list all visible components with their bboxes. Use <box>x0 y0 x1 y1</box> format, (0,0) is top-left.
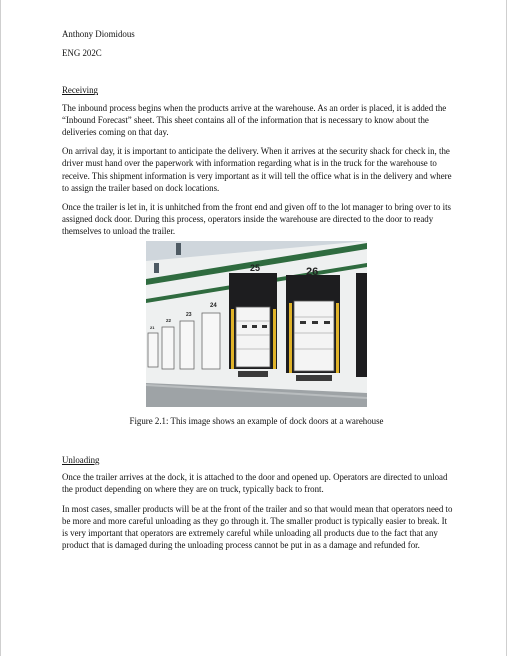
course-code: ENG 202C <box>62 48 102 59</box>
unloading-paragraph-2: In most cases, smaller products will be at the front of the trailer and so that would mean that operators need to be more and more careful unloading as they go through it. The smaller product is typically easier to break. It is very important that operators are extremely careful while unloading all products due to the fact that any product that is damaged during the unloading process cannot be put in as a damage and refunded for. <box>62 503 453 551</box>
door-number-21: 21 <box>150 325 155 330</box>
document-body <box>62 28 454 245</box>
door-number-24: 24 <box>210 303 217 309</box>
figure-caption: Figure 2.1: This image shows an example of dock doors at a warehouse <box>129 416 384 426</box>
author-name: Anthony Diomidous <box>62 29 135 39</box>
section-heading-receiving: Receiving <box>62 85 98 96</box>
section-heading-unloading: Unloading <box>62 455 100 465</box>
unloading-paragraph-1: Once the trailer arrives at the dock, it is attached to the door and opened up. Operators are directed to unload the product depending on where they are on truck, typically back to front. <box>62 472 448 495</box>
door-number-23: 23 <box>186 312 192 318</box>
receiving-paragraph-2: On arrival day, it is important to anticipate the delivery. When it arrives at the security shack for check in, the driver must hand over the paperwork with information regarding what is in the truck for the warehouse to receive. This shipment information is very important as it will tell the office what is in the delivery and where to assign the trailer based on dock locations. <box>62 146 452 193</box>
door-number-22: 22 <box>166 318 172 323</box>
unloading-section <box>62 454 454 558</box>
door-number-25: 25 <box>250 263 261 273</box>
receiving-paragraph-1: The inbound process begins when the products arrive at the warehouse. As an order is placed, it is added the “Inbound Forecast” sheet. This sheet contains all of the information that is necessary to know about the deliveries coming on that day. <box>62 102 447 138</box>
door-number-26: 26 <box>306 266 319 278</box>
receiving-paragraph-3: Once the trailer is let in, it is unhitched from the front end and given off to the lot manager to bring over to its assigned dock door. During this process, operators inside the warehouse are directed to the door to ready themselves to unload the trailer. <box>62 202 452 237</box>
dock-doors-photo <box>146 241 367 407</box>
figure-dock-doors-image <box>146 241 367 407</box>
